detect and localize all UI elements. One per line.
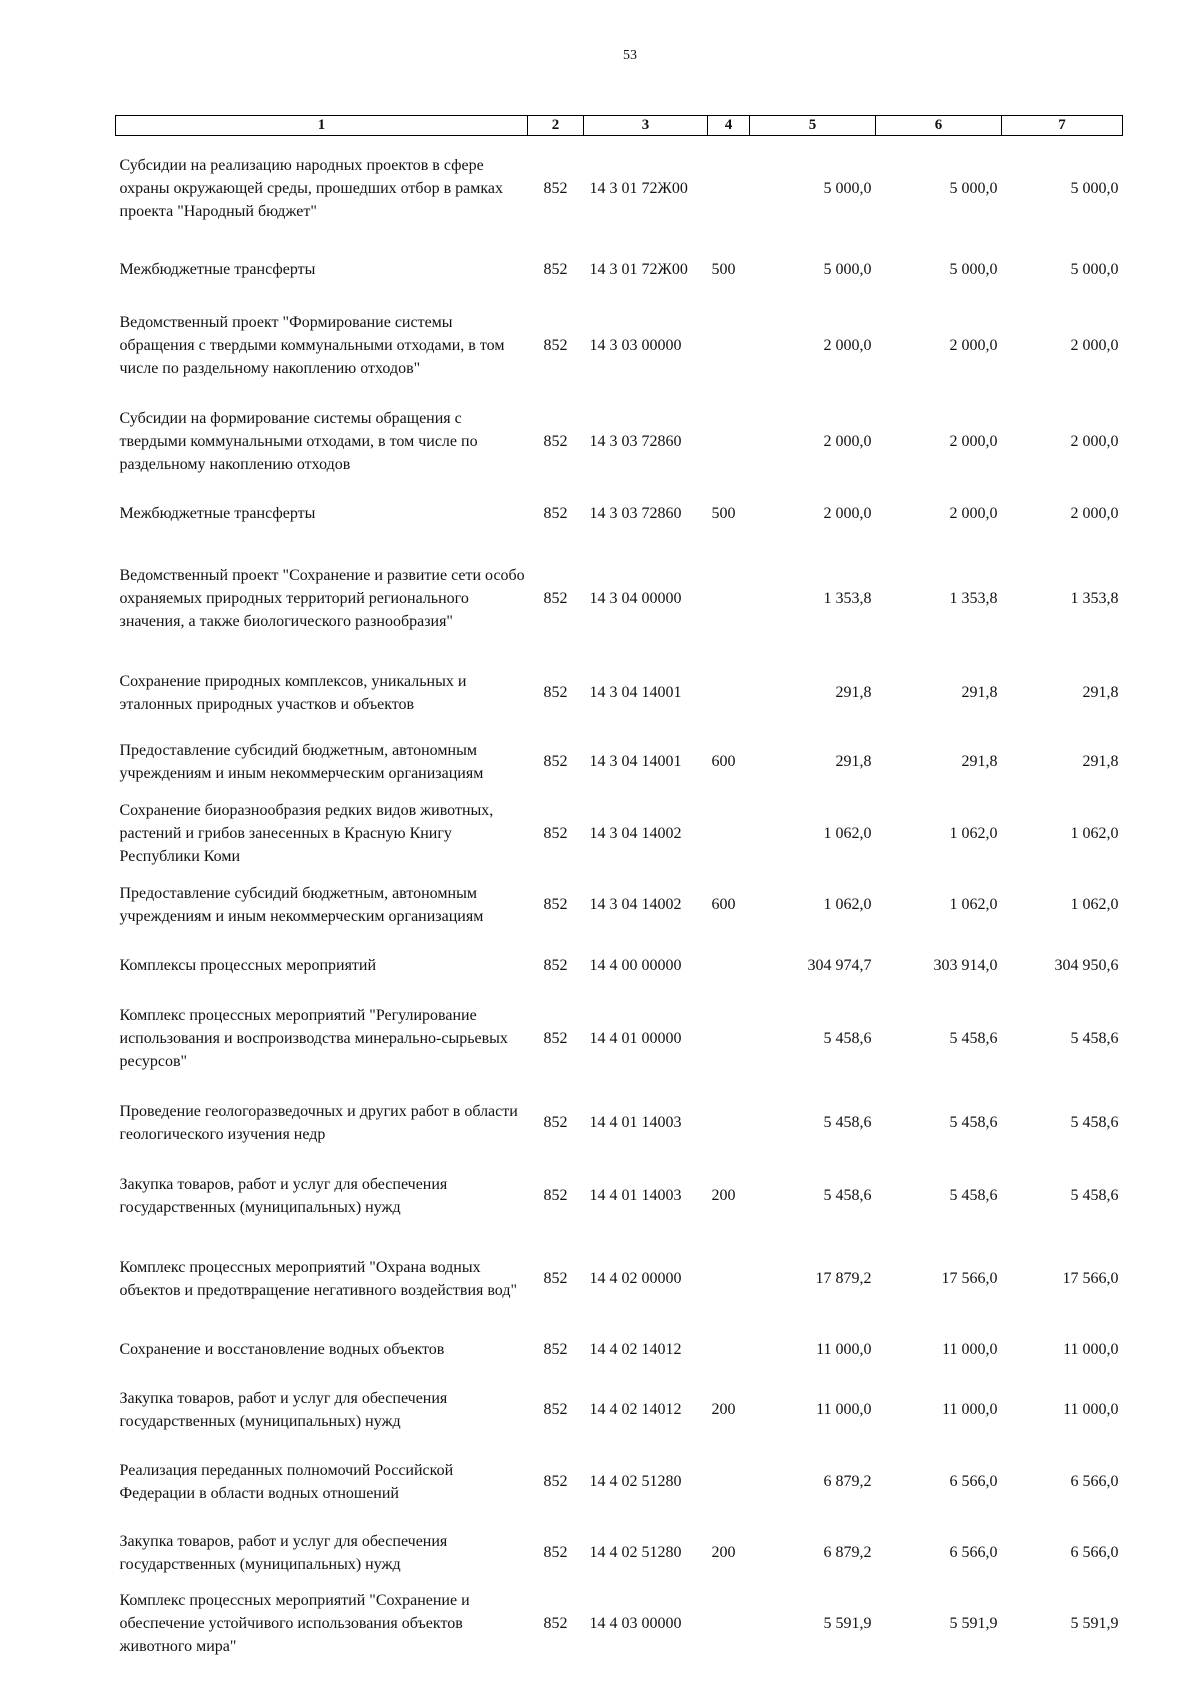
row-ved: 852 — [543, 753, 568, 770]
row-ved: 852 — [543, 433, 568, 450]
row-value-year-2: 291,8 — [961, 753, 998, 770]
row-csr: 14 4 03 00000 — [589, 1615, 682, 1632]
row-value-year-3: 5 000,0 — [1070, 180, 1119, 198]
row-value-year-3: 1 062,0 — [1070, 825, 1119, 842]
row-csr: 14 3 04 14001 — [589, 753, 682, 770]
row-ved: 852 — [543, 261, 568, 278]
row-value-year-1: 5 591,9 — [823, 1615, 872, 1632]
row-csr: 14 3 04 00000 — [589, 590, 682, 607]
row-value-year-1: 304 974,7 — [807, 957, 872, 974]
header-col-3: 3 — [584, 116, 708, 136]
row-value-year-3: 304 950,6 — [1054, 957, 1119, 974]
row-value-year-2: 5 000,0 — [949, 261, 998, 278]
row-value-year-2: 2 000,0 — [949, 433, 998, 450]
row-vr — [708, 1446, 750, 1518]
row-value-year-3: 291,8 — [1082, 753, 1119, 770]
row-vr: 600 — [711, 896, 736, 913]
row-vr: 500 — [711, 505, 736, 522]
row-ved: 852 — [543, 1544, 568, 1561]
row-value-year-2: 6 566,0 — [949, 1544, 998, 1561]
row-value-year-2: 5 458,6 — [949, 1114, 998, 1131]
row-ved: 852 — [543, 684, 568, 701]
table-row — [116, 660, 1123, 726]
row-name: Реализация переданных полномочий Российской Федерации в области водных отношений — [119, 1461, 454, 1502]
row-name: Закупка товаров, работ и услуг для обеспечения государственных (муниципальных) нужд — [119, 1532, 448, 1573]
row-ved: 852 — [543, 1473, 568, 1490]
row-value-year-1: 2 000,0 — [823, 337, 872, 354]
row-value-year-1: 5 000,0 — [823, 261, 872, 278]
row-value-year-2: 1 353,8 — [949, 590, 998, 607]
row-value-year-2: 2 000,0 — [949, 337, 998, 354]
row-value-year-1: 1 062,0 — [823, 825, 872, 842]
row-csr: 14 3 04 14001 — [589, 684, 682, 701]
row-name: Межбюджетные трансферты — [119, 505, 316, 522]
row-vr — [708, 1326, 750, 1374]
row-csr: 14 4 02 51280 — [589, 1473, 682, 1490]
row-ved: 852 — [543, 1270, 568, 1287]
row-csr: 14 4 02 14012 — [589, 1401, 682, 1418]
row-name: Предоставление субсидий бюджетным, автономным учреждениям и иным некоммерческим организациям — [119, 741, 484, 782]
row-value-year-3: 1 062,0 — [1070, 896, 1119, 913]
row-ved: 852 — [543, 896, 568, 913]
table-row — [116, 1446, 1123, 1518]
table-row — [116, 538, 1123, 660]
table-row — [116, 1086, 1123, 1160]
row-name: Комплекс процессных мероприятий "Сохранение и обеспечение устойчивого использования объектов животного мира" — [119, 1592, 470, 1655]
header-col-2: 2 — [528, 116, 584, 136]
table-row — [116, 1160, 1123, 1232]
row-ved: 852 — [543, 505, 568, 522]
row-value-year-1: 5 000,0 — [823, 180, 872, 198]
row-vr — [708, 992, 750, 1086]
row-value-year-1: 5 458,6 — [823, 1030, 872, 1047]
table-row — [116, 298, 1123, 394]
row-csr: 14 3 01 72Ж00 — [589, 180, 688, 198]
row-value-year-2: 5 458,6 — [949, 1187, 998, 1204]
page-number: 53 — [623, 48, 637, 63]
row-ved: 852 — [543, 1030, 568, 1047]
row-value-year-3: 11 000,0 — [1063, 1341, 1119, 1358]
row-name: Субсидии на реализацию народных проектов в сфере охраны окружающей среды, прошедших отбор в рамках проекта "Народный бюджет" — [119, 157, 503, 221]
header-col-7: 7 — [1002, 116, 1123, 136]
row-name: Комплексы процессных мероприятий — [119, 957, 377, 974]
row-value-year-1: 11 000,0 — [816, 1341, 872, 1358]
row-value-year-3: 2 000,0 — [1070, 505, 1119, 522]
row-value-year-1: 5 458,6 — [823, 1114, 872, 1131]
row-value-year-2: 6 566,0 — [949, 1473, 998, 1490]
table-row — [116, 136, 1123, 242]
row-value-year-1: 291,8 — [835, 684, 872, 701]
row-ved: 852 — [543, 1187, 568, 1204]
row-value-year-3: 5 458,6 — [1070, 1187, 1119, 1204]
row-ved: 852 — [543, 590, 568, 607]
row-vr — [708, 394, 750, 490]
row-csr: 14 3 01 72Ж00 — [589, 261, 688, 278]
row-name: Ведомственный проект "Сохранение и развитие сети особо охраняемых природных территорий регионального значения, а также биологического разнообразия" — [119, 567, 525, 630]
row-name: Закупка товаров, работ и услуг для обеспечения государственных (муниципальных) нужд — [119, 1175, 448, 1216]
table-row — [116, 992, 1123, 1086]
row-vr: 500 — [711, 261, 736, 278]
row-csr: 14 4 02 51280 — [589, 1544, 682, 1561]
row-value-year-1: 6 879,2 — [823, 1544, 872, 1561]
table-body — [116, 136, 1123, 1660]
row-name: Закупка товаров, работ и услуг для обеспечения государственных (муниципальных) нужд — [119, 1389, 448, 1430]
row-ved: 852 — [543, 957, 568, 974]
row-vr — [708, 940, 750, 992]
row-value-year-2: 17 566,0 — [941, 1270, 998, 1287]
row-value-year-3: 2 000,0 — [1070, 337, 1119, 354]
row-vr: 200 — [711, 1187, 736, 1204]
table-header — [116, 116, 1123, 136]
row-ved: 852 — [543, 1615, 568, 1632]
row-value-year-3: 17 566,0 — [1062, 1270, 1119, 1287]
row-ved: 852 — [543, 825, 568, 842]
table-row — [116, 870, 1123, 940]
row-value-year-2: 11 000,0 — [942, 1401, 998, 1418]
row-vr — [708, 538, 750, 660]
row-vr: 600 — [711, 753, 736, 770]
row-vr — [708, 136, 750, 242]
row-value-year-3: 6 566,0 — [1070, 1473, 1119, 1490]
row-vr — [708, 298, 750, 394]
row-name: Комплекс процессных мероприятий "Охрана водных объектов и предотвращение негативного воздействия вод" — [119, 1258, 518, 1299]
row-vr — [708, 1086, 750, 1160]
row-csr: 14 3 04 14002 — [589, 825, 682, 842]
table-row — [116, 490, 1123, 538]
row-csr: 14 4 02 14012 — [589, 1341, 682, 1358]
row-value-year-1: 6 879,2 — [823, 1473, 872, 1490]
row-value-year-1: 2 000,0 — [823, 433, 872, 450]
row-name: Предоставление субсидий бюджетным, автономным учреждениям и иным некоммерческим организациям — [119, 884, 484, 925]
row-value-year-1: 5 458,6 — [823, 1187, 872, 1204]
header-col-5: 5 — [750, 116, 876, 136]
table-row — [116, 394, 1123, 490]
row-value-year-1: 11 000,0 — [816, 1401, 872, 1418]
row-ved: 852 — [543, 1401, 568, 1418]
row-value-year-3: 291,8 — [1082, 684, 1119, 701]
row-value-year-2: 5 000,0 — [949, 180, 998, 198]
row-name: Проведение геологоразведочных и других работ в области геологического изучения недр — [119, 1102, 518, 1143]
row-csr: 14 4 02 00000 — [589, 1270, 682, 1287]
row-value-year-2: 291,8 — [961, 684, 998, 701]
table-row — [116, 1232, 1123, 1326]
table-row — [116, 1588, 1123, 1660]
row-name: Субсидии на формирование системы обращения с твердыми коммунальными отходами, в том числе по раздельному накоплению отходов — [119, 410, 478, 473]
row-name: Ведомственный проект "Формирование системы обращения с твердыми коммунальными отходами, в том числе по раздельному накоплению отходов" — [119, 314, 505, 377]
row-csr: 14 4 00 00000 — [589, 957, 682, 974]
row-ved: 852 — [543, 337, 568, 354]
row-ved: 852 — [543, 1114, 568, 1131]
row-vr — [708, 660, 750, 726]
row-value-year-3: 1 353,8 — [1070, 590, 1119, 607]
row-value-year-1: 17 879,2 — [815, 1270, 872, 1287]
row-value-year-2: 11 000,0 — [942, 1341, 998, 1358]
row-vr — [708, 798, 750, 870]
row-value-year-1: 1 062,0 — [823, 896, 872, 913]
header-col-6: 6 — [876, 116, 1002, 136]
row-value-year-2: 303 914,0 — [933, 957, 998, 974]
row-value-year-3: 5 000,0 — [1070, 261, 1119, 278]
row-csr: 14 3 03 72860 — [589, 433, 682, 450]
row-vr — [708, 1588, 750, 1660]
row-name: Сохранение и восстановление водных объектов — [119, 1341, 445, 1358]
table-row — [116, 1374, 1123, 1446]
row-vr: 200 — [711, 1544, 736, 1561]
row-value-year-2: 5 591,9 — [949, 1615, 998, 1632]
row-value-year-1: 2 000,0 — [823, 505, 872, 522]
row-value-year-3: 11 000,0 — [1063, 1401, 1119, 1418]
row-value-year-3: 6 566,0 — [1070, 1544, 1119, 1561]
row-value-year-1: 1 353,8 — [823, 590, 872, 607]
header-col-4: 4 — [708, 116, 750, 136]
row-vr: 200 — [711, 1401, 736, 1418]
row-name: Комплекс процессных мероприятий "Регулирование использования и воспроизводства минерально-сырьевых ресурсов" — [119, 1007, 508, 1070]
table-row — [116, 726, 1123, 798]
row-csr: 14 4 01 14003 — [589, 1187, 682, 1204]
row-csr: 14 4 01 00000 — [589, 1030, 682, 1047]
budget-table — [115, 115, 1123, 1660]
table-row — [116, 1326, 1123, 1374]
row-name: Сохранение природных комплексов, уникальных и эталонных природных участков и объектов — [119, 672, 467, 713]
row-value-year-3: 5 458,6 — [1070, 1030, 1119, 1047]
header-col-1: 1 — [116, 116, 528, 136]
row-value-year-3: 5 591,9 — [1070, 1615, 1119, 1632]
table-row — [116, 1518, 1123, 1588]
row-value-year-2: 2 000,0 — [949, 505, 998, 522]
row-name: Сохранение биоразнообразия редких видов животных, растений и грибов занесенных в Красную Книгу Республики Коми — [119, 802, 494, 865]
row-vr — [708, 1232, 750, 1326]
row-csr: 14 3 03 00000 — [589, 337, 682, 354]
row-value-year-1: 291,8 — [835, 753, 872, 770]
row-value-year-2: 5 458,6 — [949, 1030, 998, 1047]
row-csr: 14 4 01 14003 — [589, 1114, 682, 1131]
row-value-year-3: 5 458,6 — [1070, 1114, 1119, 1131]
row-ved: 852 — [543, 180, 568, 198]
row-ved: 852 — [543, 1341, 568, 1358]
table-row — [116, 242, 1123, 298]
row-value-year-2: 1 062,0 — [949, 896, 998, 913]
table-row — [116, 798, 1123, 870]
row-name: Межбюджетные трансферты — [119, 261, 316, 278]
row-value-year-3: 2 000,0 — [1070, 433, 1119, 450]
row-csr: 14 3 03 72860 — [589, 505, 682, 522]
table-row — [116, 940, 1123, 992]
row-csr: 14 3 04 14002 — [589, 896, 682, 913]
row-value-year-2: 1 062,0 — [949, 825, 998, 842]
